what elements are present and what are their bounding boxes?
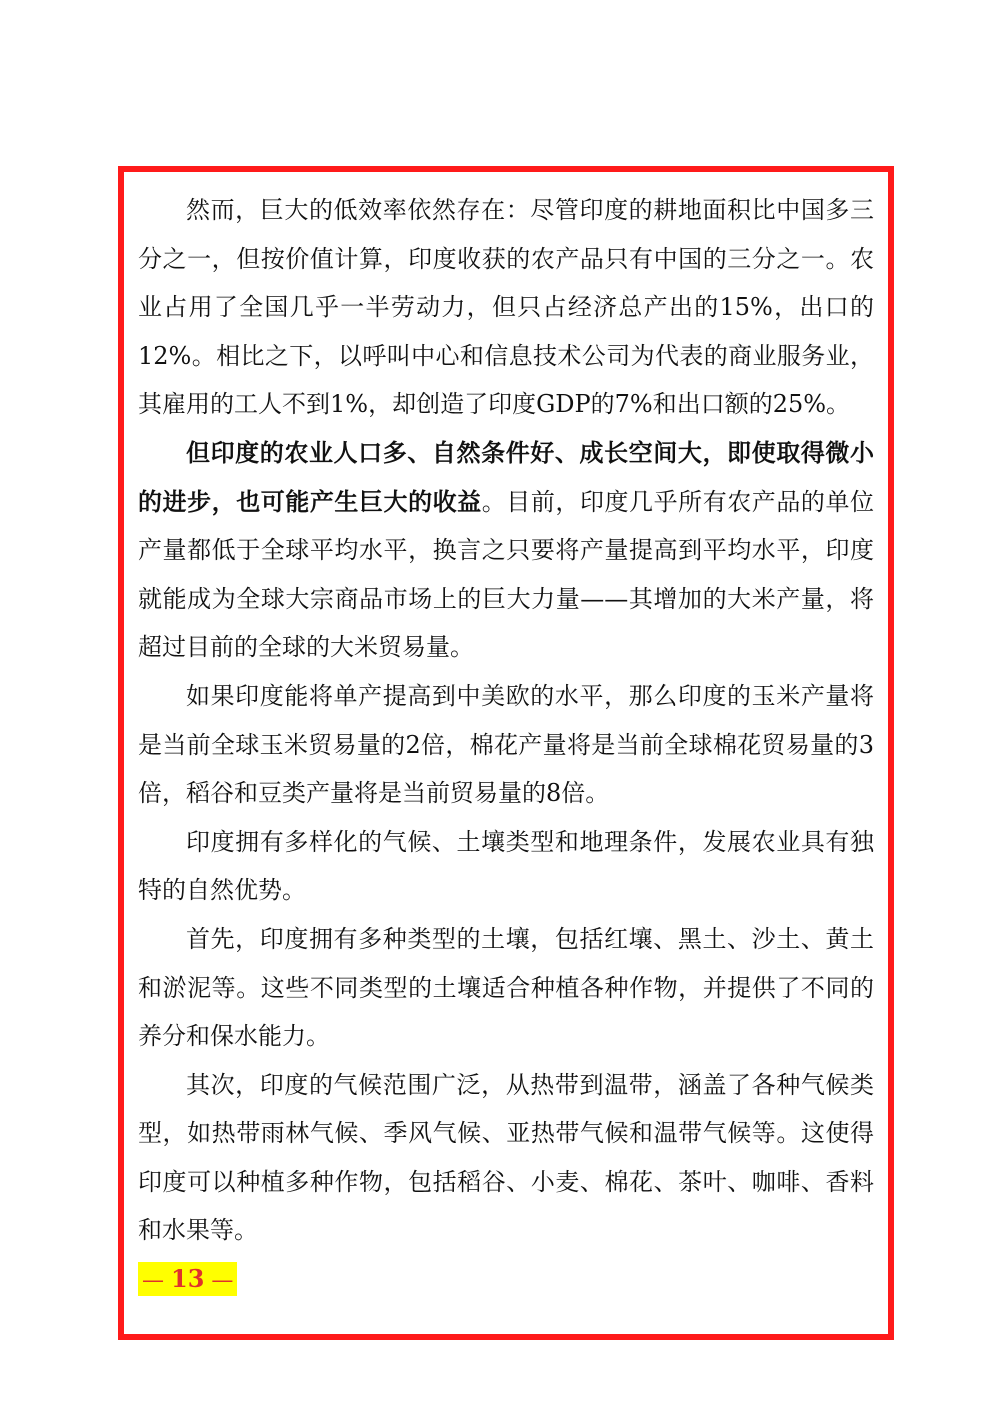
page-number: [138, 1262, 237, 1296]
document-body: [138, 186, 874, 1255]
paragraph-5-text: 首先，印度拥有多种类型的土壤，包括红壤、黑土、沙土、黄土和淤泥等。这些不同类型的土壤适合种植各种作物，并提供了不同的养分和保水能力。: [138, 924, 874, 1051]
paragraph-4-text: 印度拥有多样化的气候、土壤类型和地理条件，发展农业具有独特的自然优势。: [138, 827, 874, 905]
paragraph-3-text: 如果印度能将单产提高到中美欧的水平，那么印度的玉米产量将是当前全球玉米贸易量的2倍，棉花产量将是当前全球棉花贸易量的3倍，稻谷和豆类产量将是当前贸易量的8倍。: [138, 681, 874, 808]
page-number-value: 13: [171, 1264, 205, 1293]
page-number-dash-right: —: [211, 1268, 234, 1293]
paragraph-2-text: 。目前，印度几乎所有农产品的单位产量都低于全球平均水平，换言之只要将产量提高到平均水平，印度就能成为全球大宗商品市场上的巨大力量——其增加的大米产量，将超过目前的全球的大米贸易量。: [138, 487, 875, 662]
page-frame: [118, 166, 894, 1340]
paragraph-5: [138, 915, 874, 1061]
paragraph-4: [138, 818, 874, 915]
paragraph-2: [138, 429, 874, 672]
paragraph-3: [138, 672, 874, 818]
page-number-dash-left: —: [142, 1268, 164, 1293]
paragraph-6: [138, 1061, 874, 1255]
paragraph-1-text: 然而，巨大的低效率依然存在：尽管印度的耕地面积比中国多三分之一，但按价值计算，印度收获的农产品只有中国的三分之一。农业占用了全国几乎一半劳动力，但只占经济总产出的15%，出口的12%。相比之下，以呼叫中心和信息技术公司为代表的商业服务业，其雇用的工人不到1%，却创造了印度GDP的7%和出口额的25%。: [138, 196, 874, 419]
paragraph-6-text: 其次，印度的气候范围广泛，从热带到温带，涵盖了各种气候类型，如热带雨林气候、季风气候、亚热带气候和温带气候等。这使得印度可以种植多种作物，包括稻谷、小麦、棉花、茶叶、咖啡、香料和水果等。: [138, 1070, 874, 1245]
paragraph-2-bold: 但印度的农业人口多、自然条件好、成长空间大，即使取得微小的进步，也可能产生巨大的收益: [138, 437, 874, 516]
paragraph-1: [138, 186, 874, 429]
